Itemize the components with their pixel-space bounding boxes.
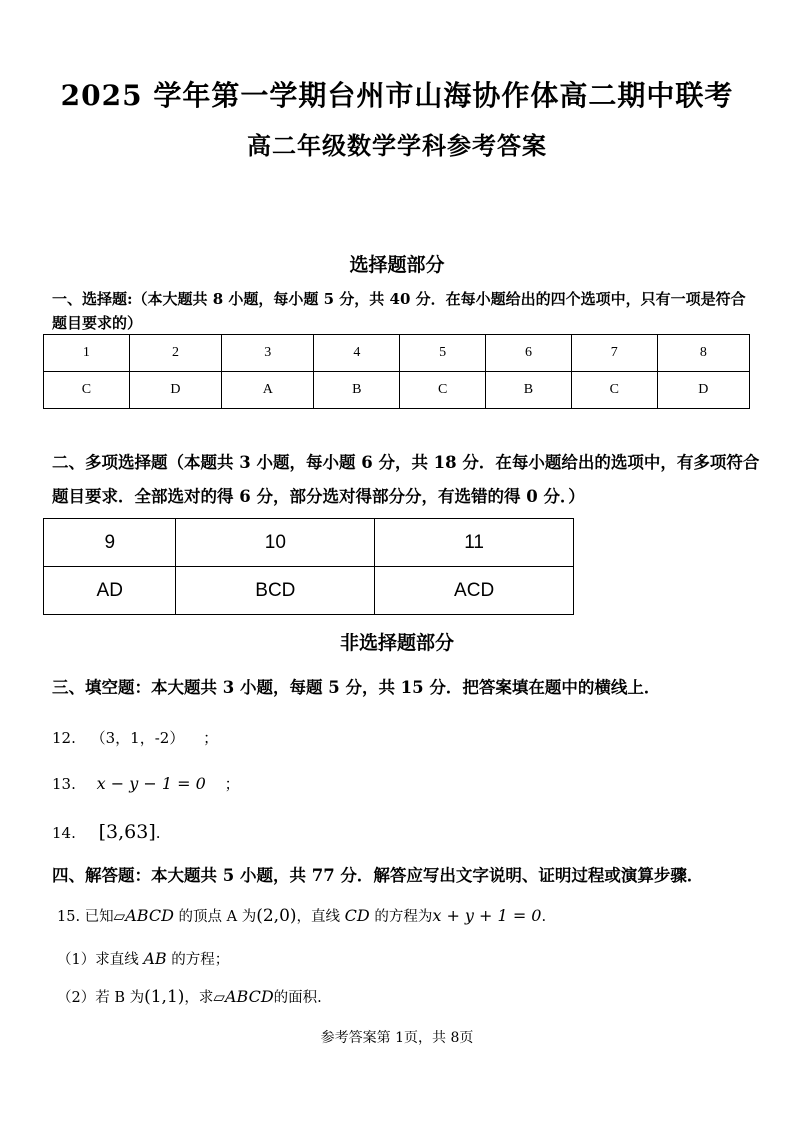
question-number: 13. [52, 775, 76, 793]
table-cell-answer: A [222, 372, 314, 409]
figure-name: ABCD [125, 906, 174, 925]
table-cell-answer: ACD [375, 567, 574, 615]
table-cell-number: 4 [314, 335, 400, 372]
table-cell-answer: BCD [176, 567, 375, 615]
table-row [44, 372, 750, 409]
table-cell-number: 1 [44, 335, 130, 372]
table-cell-answer: AD [44, 567, 176, 615]
document-title: 2025 学年第一学期台州市山海协作体高二期中联考 [60, 79, 734, 112]
section4-instructions: 四、解答题：本大题共 5 小题，共 77 分．解答应写出文字说明、证明过程或演算步骤． [52, 866, 704, 885]
table-cell-number: 10 [176, 519, 375, 567]
stem-text: 已知 [84, 909, 114, 925]
table-cell-number: 7 [571, 335, 657, 372]
parallelogram-icon: ▱ [213, 988, 225, 1006]
line-ab: AB [143, 949, 167, 968]
point-a: (2,0) [256, 906, 297, 926]
table-row [44, 519, 574, 567]
multi-choice-answer-table [43, 518, 574, 615]
part-text: （2）若 B 为 [57, 990, 145, 1006]
table-row [44, 335, 750, 372]
answer-tail: ； [203, 729, 219, 747]
table-cell-number: 5 [400, 335, 486, 372]
stem-text: 的方程为 [374, 909, 433, 925]
stem-text: . [541, 909, 547, 925]
answer-value: （3，1，-2） [90, 729, 185, 747]
section1-instructions: 一、选择题:（本大题共 8 小题，每小题 5 分，共 40 分．在每小题给出的四个选项中，只有一项是符合题目要求的） [52, 290, 746, 332]
part-text: （1）求直线 [57, 952, 139, 968]
answer-tail: ； [224, 775, 240, 793]
document-subtitle: 高二年级数学学科参考答案 [247, 131, 547, 160]
table-cell-answer: C [400, 372, 486, 409]
answer-equation: x − y − 1 = 0 [96, 774, 206, 793]
question-number: 12. [52, 729, 76, 747]
section3-instructions: 三、填空题：本大题共 3 小题，每题 5 分，共 15 分．把答案填在题中的横线上． [52, 678, 661, 697]
table-cell-answer: C [571, 372, 657, 409]
question-number: 15. [57, 909, 81, 925]
part-text: 的面积. [273, 990, 322, 1006]
stem-text: ，直线 [296, 909, 341, 925]
answer-q13 [52, 772, 240, 796]
answer-q14 [52, 820, 161, 845]
table-cell-answer: B [314, 372, 400, 409]
section-heading-choice: 选择题部分 [349, 254, 445, 276]
question-15-part2 [57, 985, 322, 1010]
table-cell-number: 6 [486, 335, 572, 372]
part-text: ，求 [184, 990, 214, 1006]
point-b: (1,1) [144, 987, 185, 1007]
answer-interval: [3,63] [98, 821, 156, 843]
table-cell-answer: D [657, 372, 749, 409]
table-cell-number: 11 [375, 519, 574, 567]
table-cell-number: 9 [44, 519, 176, 567]
part-text: 的方程； [171, 952, 230, 968]
answer-q12 [52, 726, 218, 750]
table-cell-answer: D [129, 372, 221, 409]
question-15-part1 [57, 947, 229, 972]
line-name: CD [344, 906, 370, 925]
table-cell-number: 2 [129, 335, 221, 372]
table-cell-number: 3 [222, 335, 314, 372]
question-number: 14. [52, 824, 76, 842]
page-footer: 参考答案第 1页，共 8页 [320, 1030, 474, 1046]
section-heading-nonchoice: 非选择题部分 [339, 632, 454, 654]
table-cell-answer: B [486, 372, 572, 409]
table-cell-number: 8 [657, 335, 749, 372]
table-cell-answer: C [44, 372, 130, 409]
answer-tail: . [155, 824, 161, 842]
figure-name: ABCD [224, 987, 274, 1006]
single-choice-answer-table [43, 334, 750, 409]
question-15-stem [57, 904, 546, 929]
stem-text: 的顶点 A 为 [178, 909, 257, 925]
line-equation: x + y + 1 = 0 [432, 906, 542, 925]
section2-instructions: 二、多项选择题（本题共 3 小题，每小题 6 分，共 18 分．在每小题给出的选项中，有多项符合题目要求．全部选对的得 6 分，部分选对得部分分，有选错的得 0 分．） [52, 453, 760, 506]
parallelogram-icon: ▱ [113, 907, 126, 925]
table-row [44, 567, 574, 615]
